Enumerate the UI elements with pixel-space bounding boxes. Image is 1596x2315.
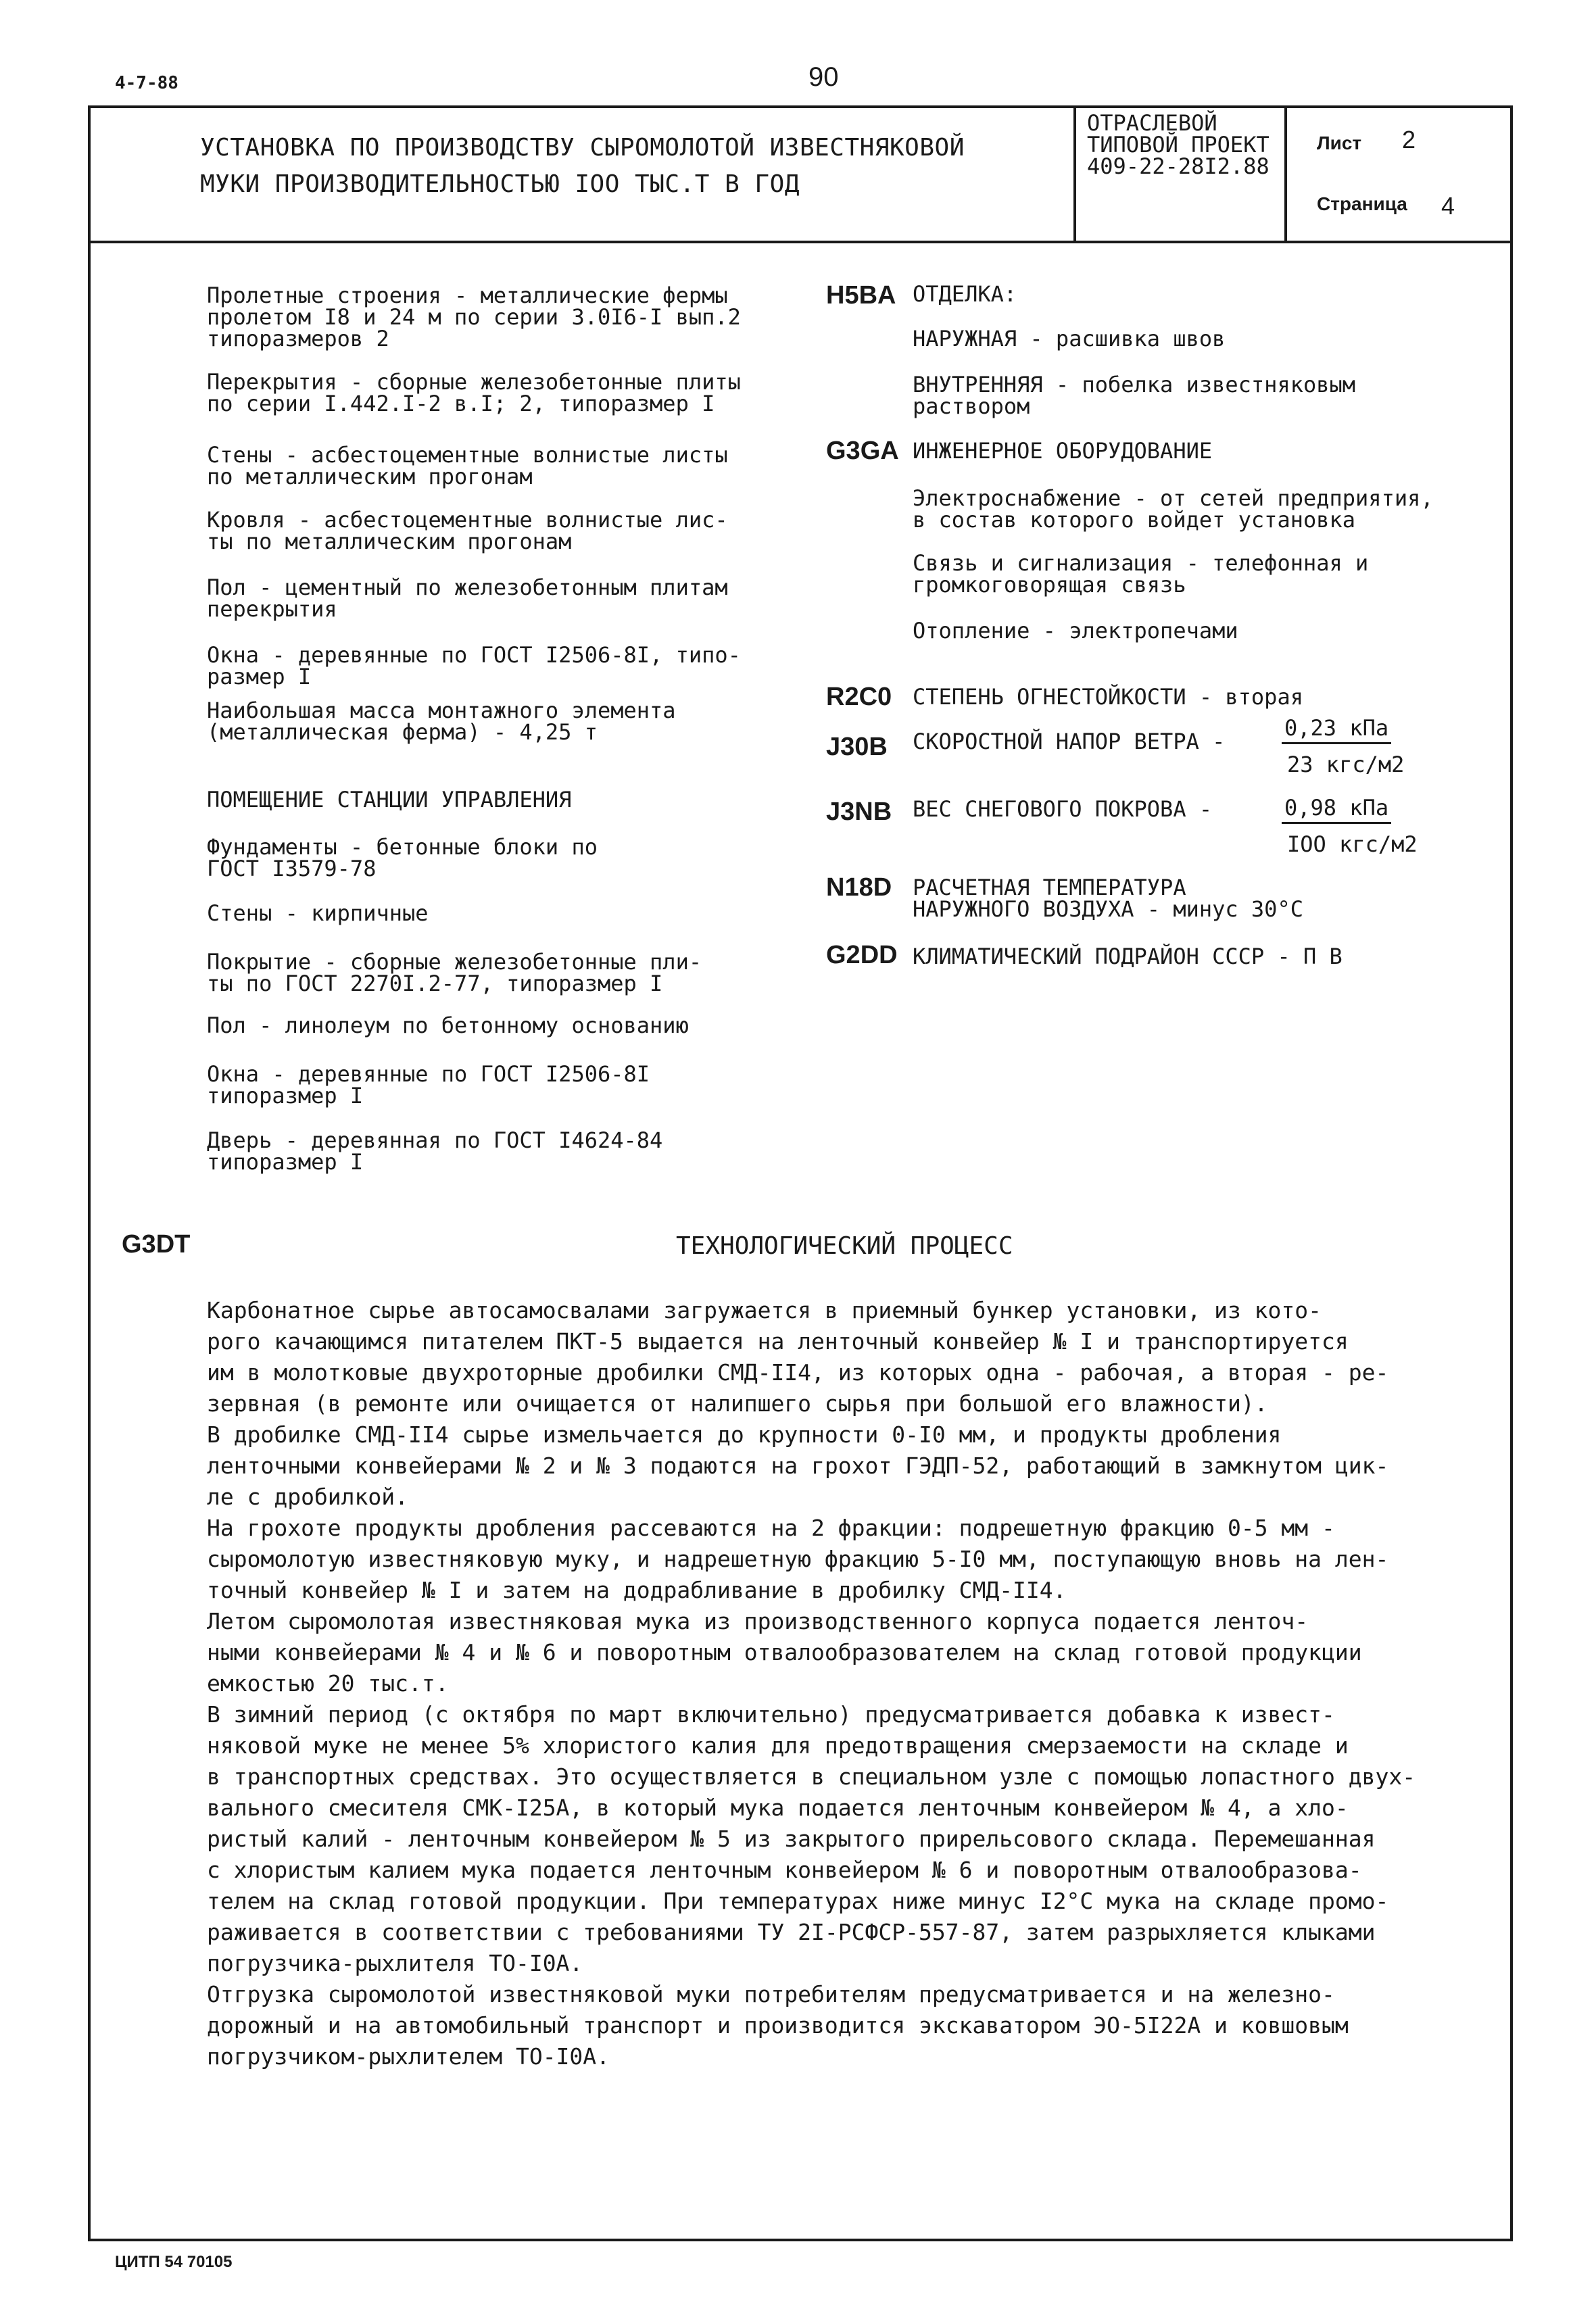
process-line-23: Отгрузка сыромолотой известняковой муки потребителям предусматривается и на железно- (207, 1981, 1335, 2007)
sheet-label: Лист (1317, 132, 1362, 153)
printer-stamp: ЦИТП 54 70105 (115, 2253, 233, 2271)
snow-label: ВЕС СНЕГОВОГО ПОКРОВА - (913, 796, 1213, 822)
process-line-4: зервная (в ремонте или очищается от налипшего сырья при большой его влажности). (207, 1390, 1268, 1417)
page-label: Страница (1317, 193, 1407, 214)
title-line-2: МУКИ ПРОИЗВОДИТЕЛЬНОСТЬЮ IOO ТЫС.Т В ГОД (200, 170, 800, 198)
left-item-1-line-2: пролетом I8 и 24 м по серии 3.0I6-I вып.2 (207, 304, 741, 330)
project-type-line-1: ОТРАСЛЕВОЙ (1087, 110, 1217, 136)
temperature-line-1: РАСЧЕТНАЯ ТЕМПЕРАТУРА (913, 875, 1186, 900)
left-item-3-line-1: Стены - асбестоцементные волнистые листы (207, 442, 728, 468)
temperature-line-2: НАРУЖНОГО ВОЗДУХА - минус 30°С (913, 896, 1303, 922)
code-g3ga: G3GA (826, 437, 899, 465)
power-line-1: Электроснабжение - от сетей предприятия, (913, 485, 1434, 511)
process-line-20: телем на склад готовой продукции. При температурах ниже минус I2°С мука на складе промо- (207, 1888, 1389, 1914)
left-item-7-line-1: Наибольшая масса монтажного элемента (207, 698, 676, 723)
left-item-1-line-3: типоразмеров 2 (207, 326, 389, 351)
left2-item-3-line-2: ты по ГОСТ 2270I.2-77, типоразмер I (207, 971, 663, 996)
process-line-21: раживается в соответствии с требованиями ТУ 2I-РСФСР-557-87, затем разрыхляется клыками (207, 1919, 1376, 1945)
left-item-2-line-2: по серии I.442.I-2 в.I; 2, типоразмер I (207, 391, 715, 416)
wind-value-kpa: 0,23 кПа (1282, 715, 1391, 744)
heating: Отопление - электропечами (913, 618, 1238, 643)
process-line-25: погрузчиком-рыхлителем ТО-I0А. (207, 2043, 610, 2070)
process-line-18: ристый калий - ленточным конвейером № 5 из закрытого прирельсового склада. Перемешанная (207, 1826, 1376, 1852)
wind-label: СКОРОСТНОЙ НАПОР ВЕТРА - (913, 729, 1226, 754)
process-line-9: сыромолотую известняковую муку, и надрешетную фракцию 5-I0 мм, поступающую вновь на лен- (207, 1546, 1389, 1572)
process-line-16: в транспортных средствах. Это осуществляется в специальном узле с помощью лопастного двух- (207, 1763, 1416, 1790)
process-line-22: погрузчика-рыхлителя ТО-I0А. (207, 1950, 583, 1976)
process-line-13: емкостью 20 тыс.т. (207, 1670, 449, 1697)
left2-item-5-line-2: типоразмер I (207, 1083, 364, 1108)
process-line-17: вального смесителя СМК-I25А, в который мука подается ленточным конвейером № 4, а хло- (207, 1795, 1349, 1821)
left2-item-6-line-2: типоразмер I (207, 1149, 364, 1175)
climate-subregion: КЛИМАТИЧЕСКИЙ ПОДРАЙОН СССР - П В (913, 944, 1343, 969)
project-type-line-2: ТИПОВОЙ ПРОЕКТ (1087, 132, 1269, 157)
code-n18d: N18D (826, 873, 892, 902)
process-line-1: Карбонатное сырье автосамосвалами загружается в приемный бункер установки, из кото- (207, 1297, 1322, 1323)
power-line-2: в состав которого войдет установка (913, 507, 1356, 533)
left-item-2-line-1: Перекрытия - сборные железобетонные плиты (207, 369, 741, 395)
left-item-6-line-1: Окна - деревянные по ГОСТ I2506-8I, типо- (207, 642, 741, 668)
finish-outer: НАРУЖНАЯ - расшивка швов (913, 326, 1226, 351)
left-item-4-line-2: ты по металлическим прогонам (207, 529, 572, 554)
fire-resistance: СТЕПЕНЬ ОГНЕСТОЙКОСТИ - вторая (913, 684, 1303, 710)
code-g3dt: G3DT (122, 1230, 191, 1259)
document-code: 4-7-88 (115, 73, 178, 93)
process-line-3: им в молотковые двухроторные дробилки СМД-II4, из которых одна - рабочая, а вторая - ре- (207, 1359, 1389, 1386)
engineering-title: ИНЖЕНЕРНОЕ ОБОРУДОВАНИЕ (913, 438, 1213, 464)
left-item-5-line-1: Пол - цементный по железобетонным плитам (207, 575, 728, 600)
process-line-2: рого качающимся питателем ПКТ-5 выдается на ленточный конвейер № I и транспортируется (207, 1328, 1349, 1355)
left2-item-1-line-2: ГОСТ I3579-78 (207, 856, 377, 881)
process-line-10: точный конвейер № I и затем на додрабливание в дробилку СМД-II4. (207, 1577, 1067, 1603)
left-item-3-line-2: по металлическим прогонам (207, 464, 533, 489)
left2-item-6-line-1: Дверь - деревянная по ГОСТ I4624-84 (207, 1127, 663, 1153)
process-title: ТЕХНОЛОГИЧЕСКИЙ ПРОЦЕСС (676, 1232, 1013, 1260)
code-h5ba: H5BA (826, 281, 896, 310)
control-station-title: ПОМЕЩЕНИЕ СТАНЦИИ УПРАВЛЕНИЯ (207, 787, 572, 812)
page-number: 90 (808, 62, 839, 92)
process-line-12: ными конвейерами № 4 и № 6 и поворотным отвалообразователем на склад готовой продукции (207, 1639, 1362, 1665)
process-line-14: В зимний период (с октября по март включительно) предусматривается добавка к извест- (207, 1701, 1335, 1728)
left-item-5-line-2: перекрытия (207, 596, 337, 622)
left-item-1-line-1: Пролетные строения - металлические фермы (207, 283, 728, 308)
process-line-7: ле с дробилкой. (207, 1484, 409, 1510)
comm-line-1: Связь и сигнализация - телефонная и (913, 550, 1369, 576)
left2-item-5-line-1: Окна - деревянные по ГОСТ I2506-8I (207, 1061, 650, 1087)
process-line-5: В дробилке СМД-II4 сырье измельчается до крупности 0-I0 мм, и продукты дробления (207, 1421, 1282, 1448)
process-line-11: Летом сыромолотая известняковая мука из производственного корпуса подается ленточ- (207, 1608, 1309, 1634)
project-number: 409-22-28I2.88 (1087, 153, 1269, 179)
finish-inner-line-2: раствором (913, 393, 1030, 419)
code-r2c0: R2C0 (826, 683, 892, 711)
header-divider-right (1284, 105, 1287, 242)
process-line-15: няковой муке не менее 5% хлористого калия для предотвращения смерзаемости на складе и (207, 1732, 1349, 1759)
page-value: 4 (1441, 192, 1455, 220)
left-item-6-line-2: размер I (207, 664, 312, 689)
left2-item-4: Пол - линолеум по бетонному основанию (207, 1013, 689, 1038)
left2-item-1-line-1: Фундаменты - бетонные блоки по (207, 834, 598, 860)
left2-item-3-line-1: Покрытие - сборные железобетонные пли- (207, 949, 702, 975)
finish-title: ОТДЕЛКА: (913, 281, 1017, 307)
code-j30b: J30B (826, 733, 888, 761)
process-line-19: с хлористым калием мука подается ленточным конвейером № 6 и поворотным отвалообразова- (207, 1857, 1362, 1883)
sheet-value: 2 (1402, 126, 1416, 153)
left-item-7-line-2: (металлическая ферма) - 4,25 т (207, 719, 598, 745)
left2-item-2: Стены - кирпичные (207, 900, 429, 926)
title-line-1: УСТАНОВКА ПО ПРОИЗВОДСТВУ СЫРОМОЛОТОЙ ИЗВЕСТНЯКОВОЙ (200, 134, 965, 162)
code-g2dd: G2DD (826, 941, 898, 969)
process-line-24: дорожный и на автомобильный транспорт и производится экскаватором ЭО-5I22А и ковшовым (207, 2012, 1349, 2039)
header-divider-left (1073, 105, 1076, 242)
process-line-6: ленточными конвейерами № 2 и № 3 подаются на грохот ГЭДП-52, работающий в замкнутом цик- (207, 1453, 1389, 1479)
process-line-8: На грохоте продукты дробления рассеваются на 2 фракции: подрешетную фракцию 0-5 мм - (207, 1515, 1335, 1541)
finish-inner-line-1: ВНУТРЕННЯЯ - побелка известняковым (913, 372, 1356, 397)
wind-value-kgs: 23 кгс/м2 (1287, 752, 1405, 777)
left-item-4-line-1: Кровля - асбестоцементные волнистые лис- (207, 507, 728, 533)
snow-value-kgs: IOO кгс/м2 (1287, 831, 1418, 857)
snow-value-kpa: 0,98 кПа (1282, 795, 1391, 824)
header-divider (88, 241, 1513, 243)
comm-line-2: громкоговорящая связь (913, 572, 1186, 598)
code-j3nb: J3NB (826, 798, 892, 826)
